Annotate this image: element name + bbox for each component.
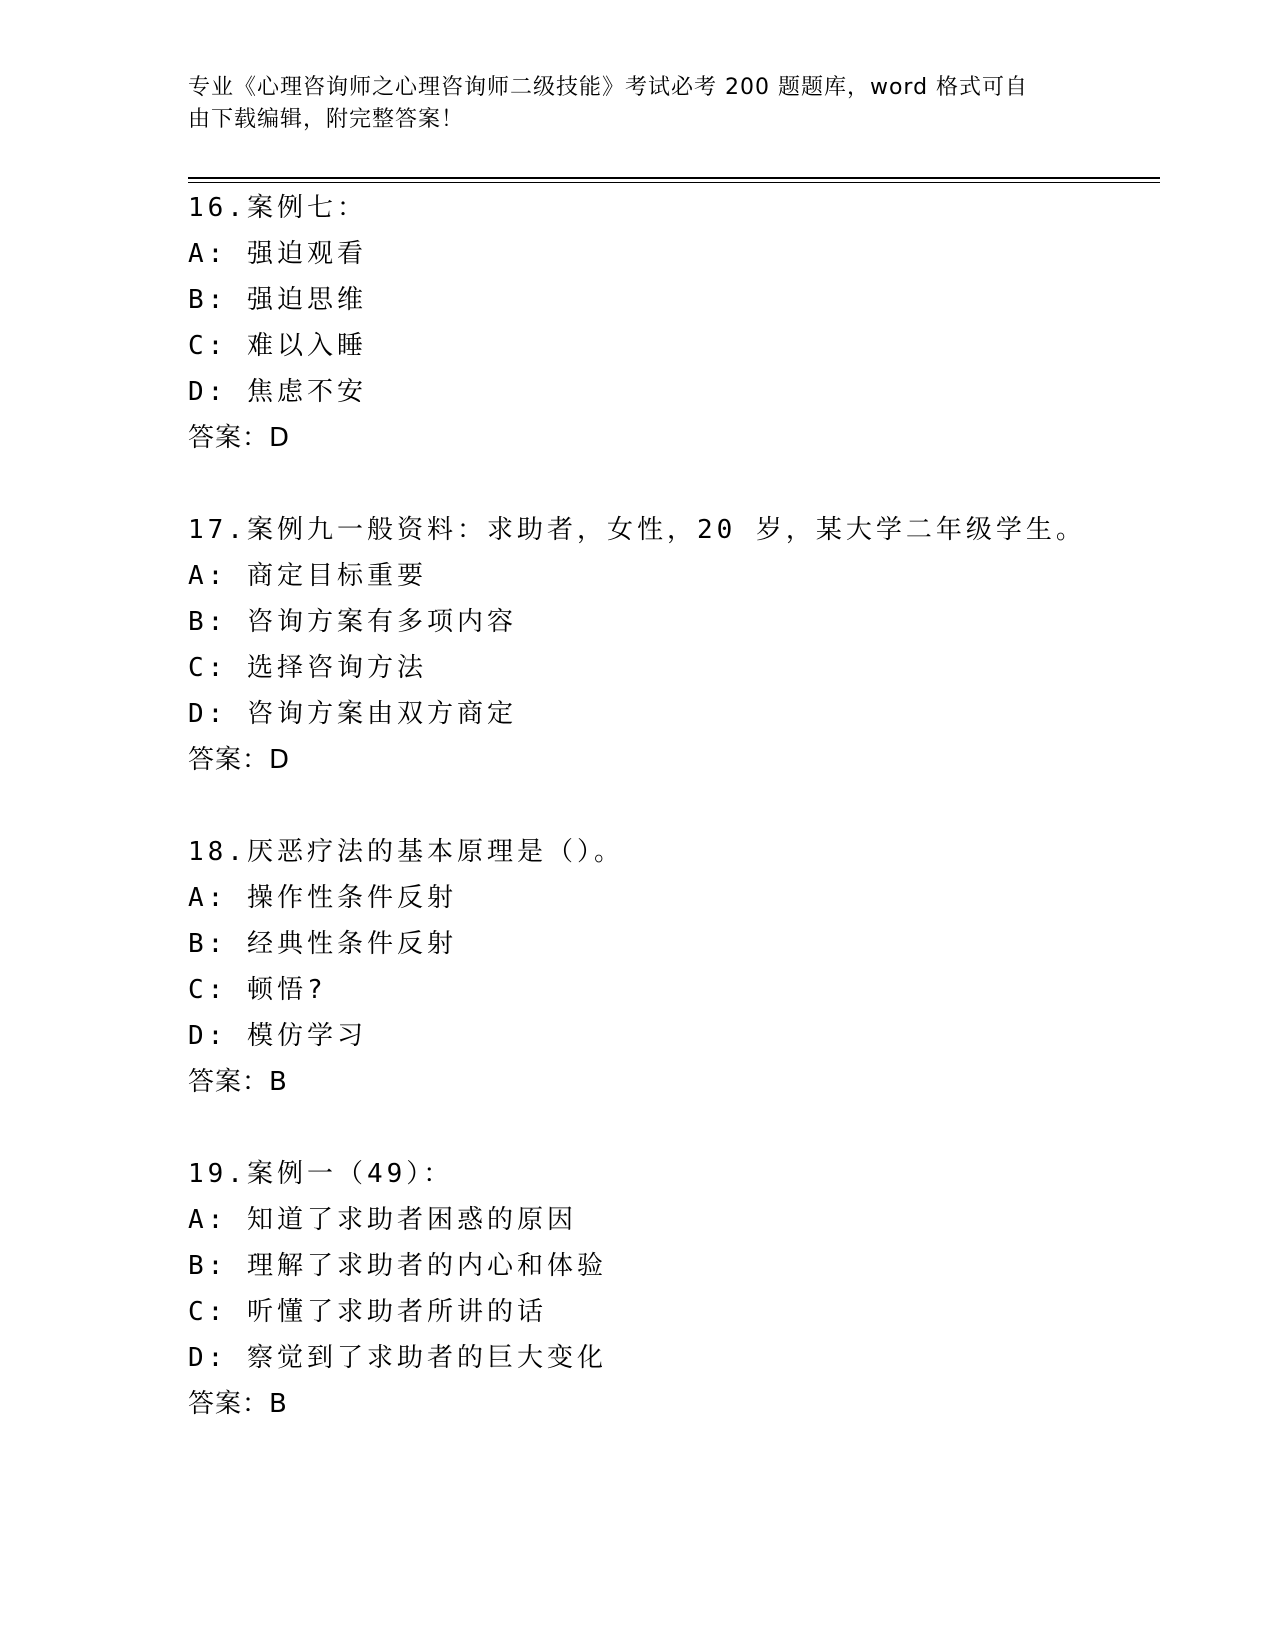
question-16 bbox=[188, 185, 1168, 461]
question-18 bbox=[188, 829, 1168, 1105]
option-c: C: 选择咨询方法 bbox=[188, 653, 427, 683]
document-header bbox=[188, 72, 1088, 136]
question-stem: 18.厌恶疗法的基本原理是（）。 bbox=[188, 837, 624, 867]
option-c: C: 顿悟? bbox=[188, 975, 327, 1005]
question-19 bbox=[188, 1151, 1168, 1427]
option-d: D: 察觉到了求助者的巨大变化 bbox=[188, 1343, 607, 1373]
answer: 答案：B bbox=[188, 1389, 288, 1419]
answer: 答案：D bbox=[188, 423, 291, 453]
option-d: D: 模仿学习 bbox=[188, 1021, 367, 1051]
header-divider-thick bbox=[188, 177, 1160, 179]
question-stem: 19.案例一（49）： bbox=[188, 1159, 454, 1189]
answer: 答案：D bbox=[188, 745, 291, 775]
option-c: C: 听懂了求助者所讲的话 bbox=[188, 1297, 547, 1327]
option-a: A: 商定目标重要 bbox=[188, 561, 427, 591]
option-a: A: 知道了求助者困惑的原因 bbox=[188, 1205, 577, 1235]
option-b: B: 强迫思维 bbox=[188, 285, 367, 315]
option-c: C: 难以入睡 bbox=[188, 331, 367, 361]
header-line-2: 由下载编辑，附完整答案！ bbox=[188, 107, 465, 132]
option-a: A: 操作性条件反射 bbox=[188, 883, 457, 913]
option-d: D: 咨询方案由双方商定 bbox=[188, 699, 517, 729]
answer: 答案：B bbox=[188, 1067, 288, 1097]
option-d: D: 焦虑不安 bbox=[188, 377, 367, 407]
question-stem: 16.案例七： bbox=[188, 193, 367, 223]
option-b: B: 咨询方案有多项内容 bbox=[188, 607, 517, 637]
option-a: A: 强迫观看 bbox=[188, 239, 367, 269]
header-line-1: 专业《心理咨询师之心理咨询师二级技能》考试必考 200 题题库，word 格式可自 bbox=[188, 75, 1029, 100]
option-b: B: 理解了求助者的内心和体验 bbox=[188, 1251, 607, 1281]
question-17 bbox=[188, 507, 1168, 783]
question-stem: 17.案例九一般资料：求助者，女性，20 岁，某大学二年级学生。 bbox=[188, 515, 1086, 545]
option-b: B: 经典性条件反射 bbox=[188, 929, 457, 959]
header-divider-thin bbox=[188, 182, 1160, 183]
